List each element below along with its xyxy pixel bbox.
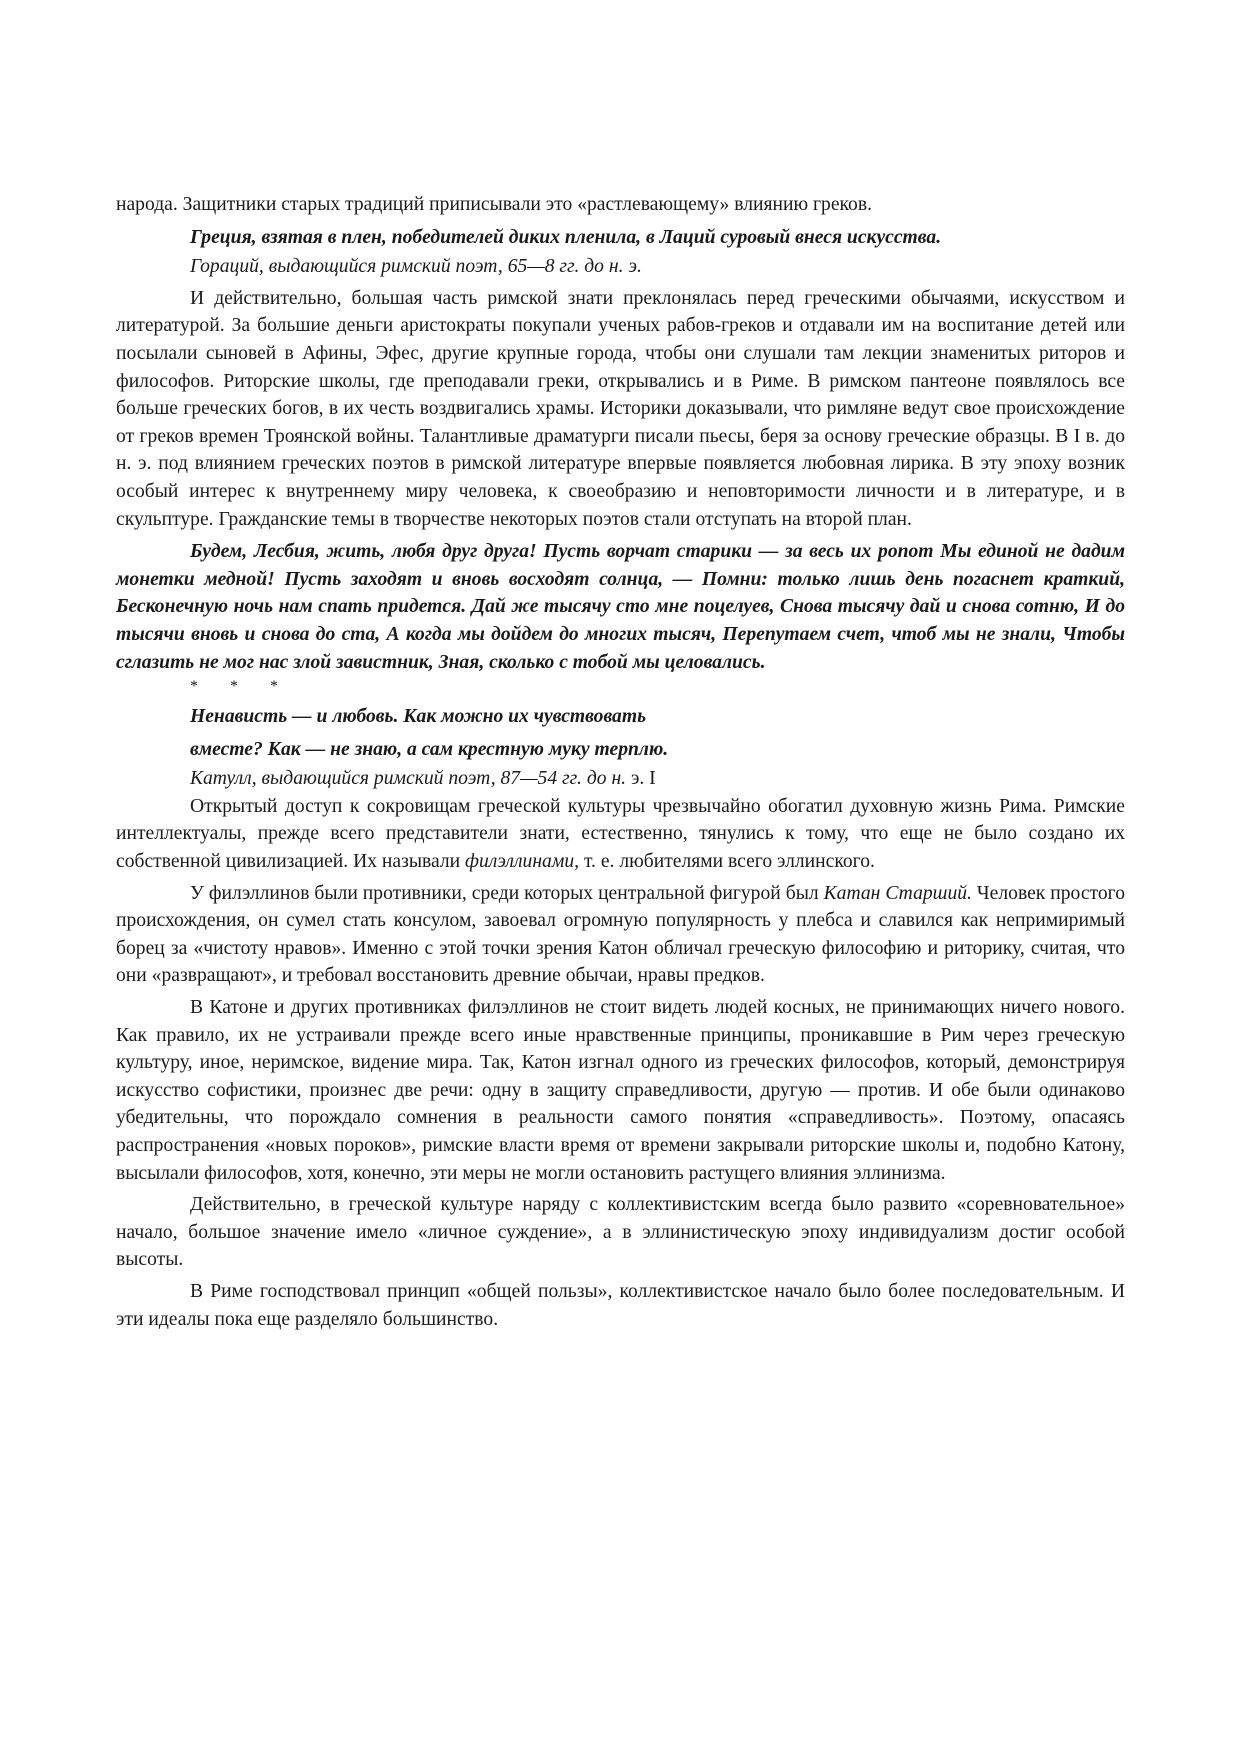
term-philhellenes: филэллинами, [465, 851, 580, 873]
intro-line: народа. Защитники старых традиций приписывали это «растлевающему» влиянию греков. [116, 194, 872, 215]
paragraph-greek-culture: Действительно, в греческой культуре наряду с коллективистским всегда было развито «соревновательное» начало, большое значение имело «личное суждение», а в эллинистическую эпоху индивидуализм достиг особой высоты. [116, 1194, 1125, 1271]
epigraph-catullus-line1: Ненависть — и любовь. Как можно их чувствовать [190, 706, 647, 728]
epigraph-horace-text: Греция, взятая в плен, победителей диких пленила, в Лаций суровый внеся искусства. [190, 226, 942, 248]
paragraph-opponents: В Катоне и других противниках филэллинов не стоит видеть людей косных, не принимающих ничего нового. Как правило, их не устраивали прежде всего иные нравственные принципы, проникавшие в Рим через греческую культуру, иное, неримское, видение мира. Так, Катон изгнал одного из греческих философов, который, демонстрируя искусство софистики, произнес две речи: одну в защиту справедливости, другую — против. И обе были одинаково убедительны, что порождало сомнения в реальности самого понятия «справедливость». Поэтому, опасаясь распространения «новых пороков», римские власти время от времени закрывали риторские школы и, подобно Катону, высылали философов, хотя, конечно, эти меры не могли остановить растущего влияния эллинизма. [116, 997, 1125, 1184]
paragraph-cato [116, 880, 1125, 990]
paragraph-roman-nobility: И действительно, большая часть римской знати преклонялась перед греческими обычаями, искусством и литературой. За большие деньги аристократы покупали ученых рабов-греков и отдавали им на воспитание детей или посылали сыновей в Афины, Эфес, другие крупные города, чтобы они слушали там лекции знаменитых риторов и философов. Риторские школы, где преподавали греки, открывались и в Риме. В римском пантеоне появлялось все больше греческих богов, в их честь воздвигались храмы. Историки доказывали, что римляне ведут свое происхождение от греков времен Троянской войны. Талантливые драматурги писали пьесы, беря за основу греческие образцы. В I в. до н. э. под влиянием греческих поэтов в римской литературе впервые появляется любовная лирика. В эту эпоху возник особый интерес к внутреннему миру человека, к своеобразию и неповторимости личности и в литературе, и в скульптуре. Гражданские темы в творчестве некоторых поэтов стали отступать на второй план. [116, 287, 1125, 530]
name-cato-elder: Катан Старший. [823, 882, 972, 904]
attribution-tail: э. I [626, 768, 656, 790]
paragraph-philhellenes [116, 793, 1125, 876]
paragraph-philhellenes-after: т. е. любителями всего эллинского. [579, 851, 875, 873]
separator-stars: * * * [190, 678, 292, 696]
epigraph-horace-attribution: Гораций, выдающийся римский поэт, 65—8 гг. до н. э. [190, 256, 642, 278]
document-page [116, 191, 1125, 1333]
paragraph-cato-after: Человек простого происхождения, он сумел стать консулом, завоевал огромную популярность у плебса и славился как непримиримый борец за «чистоту нравов». Именно с этой точки зрения Катон обличал греческую философию и риторику, считая, что они «развращают», и требовал восстановить древние обычаи, нравы предков. [116, 882, 1125, 987]
attribution-text: Катулл, выдающийся римский поэт, 87—54 гг. до н. [190, 768, 627, 790]
paragraph-rome-common-good: В Риме господствовал принцип «общей пользы», коллективистское начало было более последовательным. И эти идеалы пока еще разделяло большинство. [116, 1280, 1125, 1330]
paragraph-cato-before: У филэллинов были противники, среди которых центральной фигурой был [190, 882, 824, 904]
epigraph-catullus-line2: вместе? Как — не знаю, а сам крестную муку терплю. [190, 738, 669, 760]
epigraph-catullus-attribution [116, 765, 1125, 793]
poem-catullus: Будем, Лесбия, жить, любя друг друга! Пусть ворчат старики — за весь их ропот Мы единой не дадим монетки медной! Пусть заходят и вновь восходят солнца, — Помни: только лишь день погаснет краткий, Бесконечную ночь нам спать придется. Дай же тысячу сто мне поцелуев, Снова тысячу дай и снова сотню, И до тысячи вновь и снова до ста, А когда мы дойдем до многих тысяч, Перепутаем счет, чтоб мы не знали, Чтобы сглазить не мог нас злой завистник, Зная, сколько с тобой мы целовались. [116, 541, 1125, 673]
paragraph-philhellenes-before: Открытый доступ к сокровищам греческой культуры чрезвычайно обогатил духовную жизнь Рима. Римские интеллектуалы, прежде всего представители знати, естественно, тянулись к тому, что еще не было создано их собственной цивилизацией. Их называли [116, 795, 1125, 873]
